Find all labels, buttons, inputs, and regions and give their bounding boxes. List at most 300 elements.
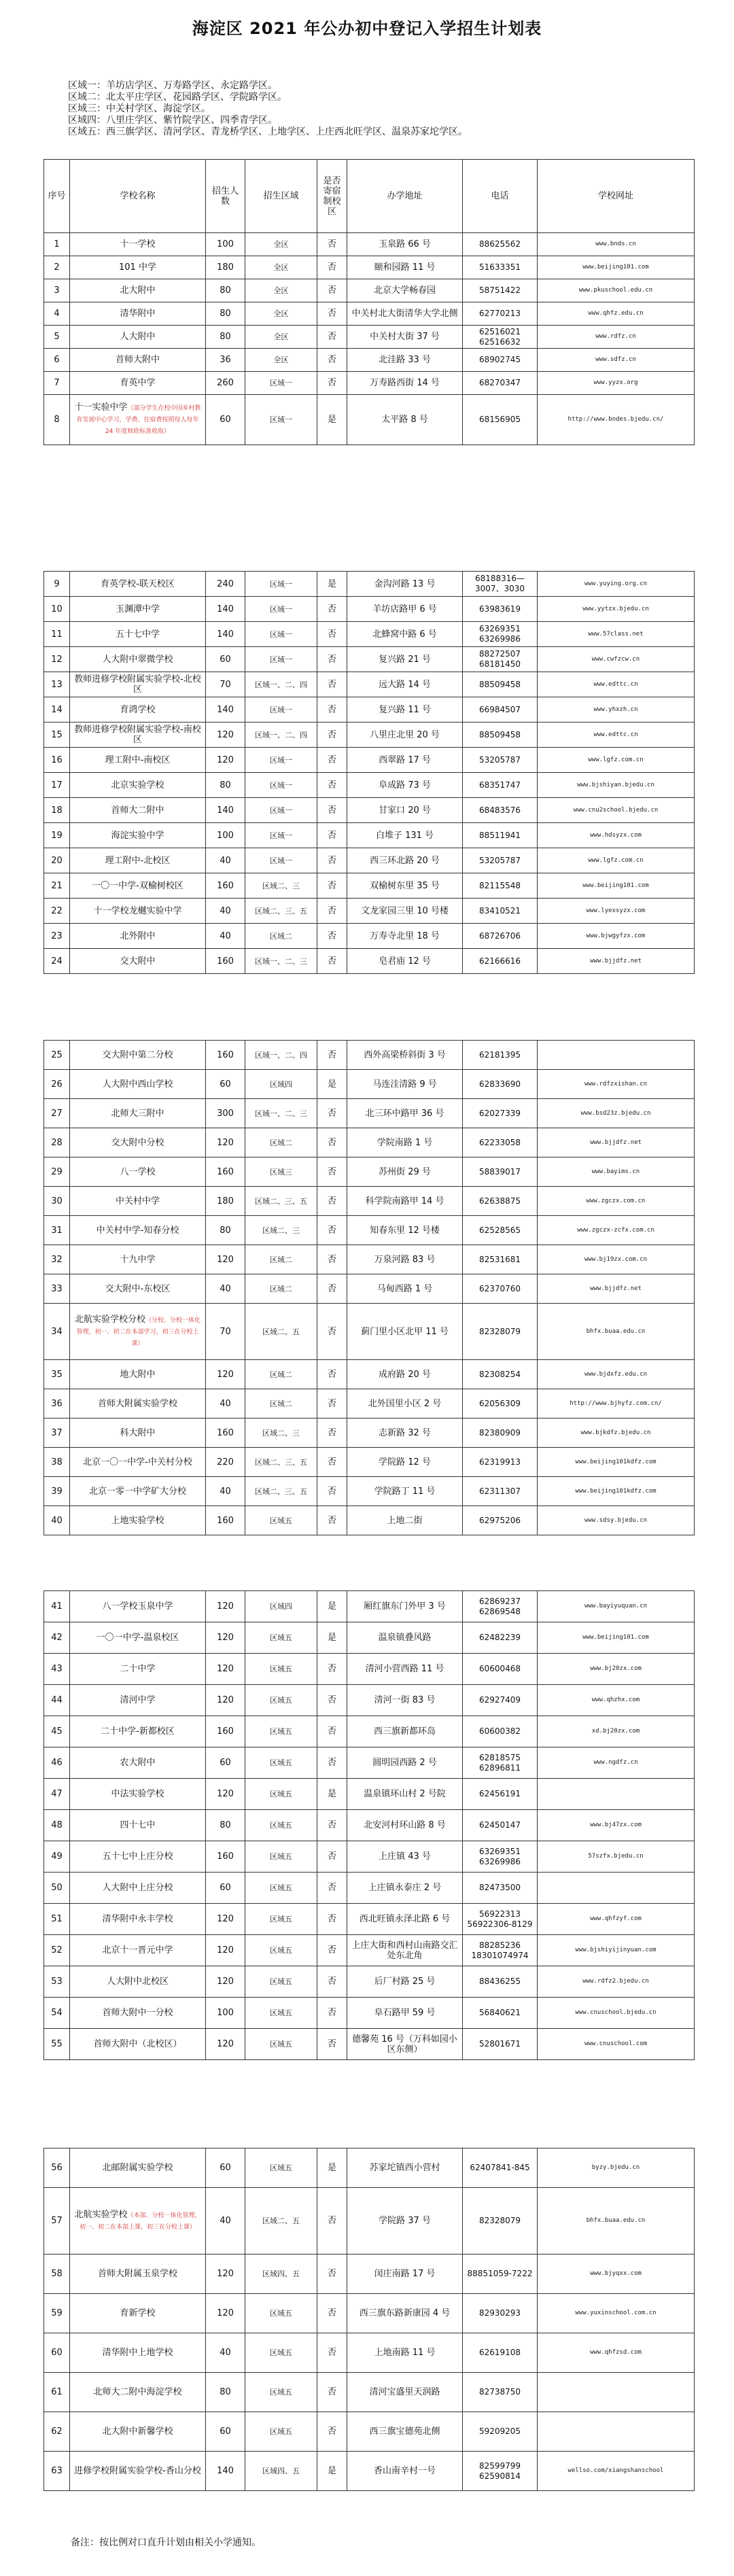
cell-web: www.rdfz2.bjedu.cn [538,1966,695,1998]
cell-count: 140 [206,697,245,723]
cell-board: 否 [317,1418,347,1448]
cell-web: www.qhzhx.com [538,1685,695,1716]
cell-count: 120 [206,1128,245,1158]
cell-area: 区域二 [245,1274,317,1304]
table-row [44,647,695,672]
cell-no: 2 [44,256,70,279]
table-row [44,1591,695,1622]
cell-web: www.bsd23z.bjedu.cn [538,1099,695,1128]
table-row [44,2373,695,2412]
cell-tel: 62638875 [463,1187,538,1216]
cell-area: 区域五 [245,1506,317,1535]
cell-web: bhfx.buaa.edu.cn [538,1304,695,1360]
cell-addr: 中关村大街 37 号 [347,326,463,349]
cell-tel: 53205787 [463,748,538,773]
cell-web: www.bnds.cn [538,233,695,256]
cell-board: 否 [317,798,347,823]
cell-no: 34 [44,1304,70,1360]
cell-area: 区域四 [245,1591,317,1622]
cell-tel: 56840621 [463,1998,538,2029]
cell-count: 260 [206,372,245,395]
header-name: 学校名称 [70,160,206,233]
cell-addr: 西翠路 17 号 [347,748,463,773]
cell-no: 6 [44,349,70,372]
cell-count: 40 [206,899,245,924]
cell-no: 30 [44,1187,70,1216]
cell-tel: 68156905 [463,395,538,445]
cell-board: 是 [317,2148,347,2188]
cell-count: 160 [206,1418,245,1448]
cell-no: 21 [44,873,70,899]
cell-no: 26 [44,1070,70,1099]
cell-web: www.beijing101.com [538,256,695,279]
table-row [44,949,695,974]
cell-area: 区域一 [245,823,317,848]
cell-count: 140 [206,622,245,647]
cell-tel: 82599799 62590814 [463,2452,538,2491]
cell-count: 60 [206,1747,245,1779]
cell-name: 首师大附属玉泉学校 [70,2255,206,2294]
cell-name: 交大附中 [70,949,206,974]
cell-area: 区域五 [245,2412,317,2452]
table-row [44,1747,695,1779]
cell-addr: 北京大学畅春园 [347,279,463,302]
cell-count: 140 [206,597,245,622]
cell-no: 8 [44,395,70,445]
cell-area: 区域一 [245,572,317,597]
cell-no: 24 [44,949,70,974]
cell-tel: 88851059-7222 [463,2255,538,2294]
cell-name: 北师大三附中 [70,1099,206,1128]
table-row [44,2148,695,2188]
cell-name: 清华附中永丰学校 [70,1904,206,1935]
cell-tel: 62311307 [463,1477,538,1506]
table-row [44,1304,695,1360]
cell-count: 80 [206,1216,245,1245]
cell-name: 101 中学 [70,256,206,279]
cell-web: www.cnuschool.bjedu.cn [538,1998,695,2029]
cell-addr: 苏家坨镇西小营村 [347,2148,463,2188]
cell-no: 46 [44,1747,70,1779]
cell-board: 否 [317,1654,347,1685]
cell-count: 160 [206,1716,245,1747]
cell-addr: 学院南路 1 号 [347,1128,463,1158]
cell-no: 54 [44,1998,70,2029]
cell-tel: 68351747 [463,773,538,798]
cell-no: 10 [44,597,70,622]
cell-no: 9 [44,572,70,597]
cell-addr: 西三旗宝德苑北侧 [347,2412,463,2452]
cell-web: www.bj47zx.com [538,1810,695,1841]
table-row [44,1873,695,1904]
cell-web: www.bayims.cn [538,1158,695,1187]
cell-web: www.bjshiyijinyuan.com [538,1935,695,1966]
cell-addr: 金沟河路 13 号 [347,572,463,597]
cell-no: 3 [44,279,70,302]
table-row [44,773,695,798]
cell-area: 全区 [245,233,317,256]
cell-board: 否 [317,279,347,302]
cell-name: 理工附中-北校区 [70,848,206,873]
cell-board: 否 [317,1187,347,1216]
cell-count: 40 [206,1274,245,1304]
cell-area: 全区 [245,279,317,302]
cell-name [70,395,206,445]
cell-count: 40 [206,924,245,949]
cell-area: 区域五 [245,1685,317,1716]
table-row [44,597,695,622]
cell-web [538,1041,695,1070]
table-row [44,899,695,924]
cell-area: 区域二 [245,924,317,949]
cell-area: 区域一 [245,597,317,622]
cell-count: 80 [206,326,245,349]
cell-addr: 西三旗东路新康园 4 号 [347,2294,463,2333]
cell-area: 全区 [245,302,317,326]
cell-count: 100 [206,1998,245,2029]
region-line: 区域三：中关村学区、海淀学区。 [68,103,211,114]
cell-count: 80 [206,1810,245,1841]
cell-web: www.bj19zx.com.cn [538,1245,695,1274]
table-row [44,1274,695,1304]
cell-count: 120 [206,1654,245,1685]
cell-tel: 63269351 63269986 [463,622,538,647]
cell-addr: 白堆子 131 号 [347,823,463,848]
school-note: （分校、分校一体化管理，初一、初二在本部学习，初三在分校上课） [76,1317,201,1347]
cell-addr: 北蜂窝中路 6 号 [347,622,463,647]
table-row [44,1099,695,1128]
cell-name: 理工附中-南校区 [70,748,206,773]
cell-tel: 82308254 [463,1360,538,1389]
table-row [44,672,695,697]
cell-area: 区域二、三、五 [245,1477,317,1506]
cell-web: www.sdsy.bjedu.cn [538,1506,695,1535]
cell-count: 80 [206,773,245,798]
cell-web: www.lyexsyzx.com [538,899,695,924]
cell-no: 38 [44,1448,70,1477]
cell-board: 否 [317,723,347,748]
cell-no: 32 [44,1245,70,1274]
cell-web: www.cnuschool.com [538,2029,695,2060]
cell-name: 人大附中 [70,326,206,349]
cell-web: www.bjjdfz.net [538,1128,695,1158]
cell-tel: 88436255 [463,1966,538,1998]
header-board: 是否寄宿制校区 [317,160,347,233]
cell-name: 教师进修学校附属实验学校-南校区 [70,723,206,748]
cell-name: 人大附中西山学校 [70,1070,206,1099]
table-row [44,1448,695,1477]
cell-count: 140 [206,798,245,823]
cell-no: 31 [44,1216,70,1245]
cell-count: 120 [206,723,245,748]
cell-no: 4 [44,302,70,326]
cell-name: 教师进修学校附属实验学校-北校区 [70,672,206,697]
cell-board: 否 [317,302,347,326]
cell-no: 19 [44,823,70,848]
cell-no: 11 [44,622,70,647]
cell-no: 56 [44,2148,70,2188]
cell-name: 交大附中分校 [70,1128,206,1158]
cell-tel: 62319913 [463,1448,538,1477]
cell-no: 53 [44,1966,70,1998]
cell-addr: 万寿路西街 14 号 [347,372,463,395]
table-row [44,1841,695,1873]
cell-board: 否 [317,1904,347,1935]
table-row [44,1904,695,1935]
school-name: 十一实验中学 [74,402,128,413]
cell-web: www.cwfzcw.cn [538,647,695,672]
school-note: （本部、分校一体化管理，初一、初二在本部上课，初三在分校上课） [79,2212,201,2231]
cell-count: 160 [206,1041,245,1070]
cell-tel: 62166616 [463,949,538,974]
cell-addr: 清河一街 83 号 [347,1685,463,1716]
cell-area: 区域一、二、三 [245,949,317,974]
table-row [44,723,695,748]
cell-no: 41 [44,1591,70,1622]
cell-no: 62 [44,2412,70,2452]
cell-tel: 88272507 68181450 [463,647,538,672]
cell-tel: 53205787 [463,848,538,873]
cell-web: www.pkuschool.edu.cn [538,279,695,302]
cell-name: 北大附中新馨学校 [70,2412,206,2452]
cell-addr: 上地二街 [347,1506,463,1535]
cell-addr: 上庄镇永泰庄 2 号 [347,1873,463,1904]
enrollment-table-page-3 [43,1040,695,1535]
table-row [44,233,695,256]
cell-area: 区域五 [245,2373,317,2412]
cell-tel: 68483576 [463,798,538,823]
cell-area: 区域二 [245,1245,317,1274]
cell-web: bhfx.buaa.edu.cn [538,2188,695,2255]
cell-name: 清华附中上地学校 [70,2333,206,2373]
cell-area: 区域二、三 [245,1418,317,1448]
cell-no: 15 [44,723,70,748]
table-row [44,1779,695,1810]
cell-addr: 科学院南路甲 14 号 [347,1187,463,1216]
cell-addr: 温泉镇环山村 2 号院 [347,1779,463,1810]
cell-count: 80 [206,279,245,302]
cell-tel: 88625562 [463,233,538,256]
cell-addr: 西外高梁桥斜街 3 号 [347,1041,463,1070]
cell-area: 区域二 [245,1389,317,1418]
cell-addr: 马甸西路 1 号 [347,1274,463,1304]
table-row [44,1360,695,1389]
cell-name: 科大附中 [70,1418,206,1448]
table-row [44,1477,695,1506]
cell-addr: 学院路丁 11 号 [347,1477,463,1506]
table-row [44,2188,695,2255]
cell-addr: 圆明园西路 2 号 [347,1747,463,1779]
cell-board: 否 [317,848,347,873]
table-row [44,2412,695,2452]
cell-web: www.rdfzxishan.cn [538,1070,695,1099]
table-row [44,1041,695,1070]
cell-tel: 68902745 [463,349,538,372]
cell-addr: 羊坊店路甲 6 号 [347,597,463,622]
cell-no: 5 [44,326,70,349]
cell-no: 57 [44,2188,70,2255]
cell-board: 否 [317,1747,347,1779]
cell-tel: 52801671 [463,2029,538,2060]
cell-area: 区域五 [245,2294,317,2333]
cell-board: 否 [317,924,347,949]
cell-area: 区域五 [245,1622,317,1654]
cell-board: 是 [317,395,347,445]
cell-area: 区域五 [245,1998,317,2029]
cell-web: www.yhxzh.cn [538,697,695,723]
cell-board: 否 [317,1274,347,1304]
cell-name: 十九中学 [70,1245,206,1274]
cell-board: 否 [317,1841,347,1873]
cell-web: www.bayiyuquan.cn [538,1591,695,1622]
cell-board: 否 [317,1304,347,1360]
cell-no: 37 [44,1418,70,1448]
table-row [44,798,695,823]
cell-web: www.bjjdfz.net [538,949,695,974]
cell-count: 160 [206,1841,245,1873]
cell-count: 180 [206,1187,245,1216]
cell-board: 否 [317,1448,347,1477]
table-row [44,924,695,949]
cell-area: 区域二、三、五 [245,1448,317,1477]
cell-board: 否 [317,1506,347,1535]
cell-web: www.bj20zx.com [538,1654,695,1685]
cell-tel: 62056309 [463,1389,538,1418]
cell-web: www.lgfz.com.cn [538,748,695,773]
cell-web [538,1779,695,1810]
cell-count: 40 [206,848,245,873]
cell-tel: 88509458 [463,723,538,748]
cell-tel: 68726706 [463,924,538,949]
cell-count: 300 [206,1099,245,1128]
cell-web: www.qhfzyf.com [538,1904,695,1935]
table-row [44,1966,695,1998]
cell-name: 育英中学 [70,372,206,395]
cell-area: 区域五 [245,2148,317,2188]
cell-web: www.bjdxfz.edu.cn [538,1360,695,1389]
cell-board: 否 [317,949,347,974]
cell-board: 否 [317,256,347,279]
cell-area: 区域一 [245,848,317,873]
table-row [44,1622,695,1654]
cell-area: 区域一 [245,647,317,672]
table-row [44,1216,695,1245]
enrollment-table-page-5 [43,2148,695,2491]
cell-area: 区域二、三、五 [245,899,317,924]
cell-addr: 学院路 12 号 [347,1448,463,1477]
cell-count: 120 [206,1966,245,1998]
cell-web: www.bjkdfz.bjedu.cn [538,1418,695,1448]
cell-name: 北大附中 [70,279,206,302]
cell-addr: 上地南路 11 号 [347,2333,463,2373]
cell-tel: 82473500 [463,1873,538,1904]
cell-count: 120 [206,1685,245,1716]
cell-board: 否 [317,823,347,848]
cell-board: 是 [317,1622,347,1654]
header-addr: 办学地址 [347,160,463,233]
cell-board: 否 [317,2188,347,2255]
cell-board: 否 [317,899,347,924]
cell-board: 否 [317,1873,347,1904]
cell-addr: 北洼路 33 号 [347,349,463,372]
table-row [44,1128,695,1158]
cell-area: 区域五 [245,1873,317,1904]
cell-addr: 阜石路甲 59 号 [347,1998,463,2029]
cell-board: 否 [317,2294,347,2333]
cell-count: 60 [206,2148,245,2188]
cell-name: 四十七中 [70,1810,206,1841]
table-row [44,1389,695,1418]
cell-tel: 88285236 18301074974 [463,1935,538,1966]
cell-addr: 复兴路 21 号 [347,647,463,672]
cell-web: www.beijing101.com [538,873,695,899]
cell-board: 否 [317,1477,347,1506]
table-row [44,326,695,349]
cell-count: 120 [206,1935,245,1966]
cell-tel: 62516021 62516632 [463,326,538,349]
cell-web: 57szfx.bjedu.cn [538,1841,695,1873]
cell-addr: 知春东里 12 号楼 [347,1216,463,1245]
cell-tel: 62619108 [463,2333,538,2373]
cell-tel: 63269351 63269986 [463,1841,538,1873]
cell-name: 玉渊潭中学 [70,597,206,622]
cell-board: 否 [317,372,347,395]
cell-board: 否 [317,1998,347,2029]
table-row [44,697,695,723]
cell-tel: 62927409 [463,1685,538,1716]
cell-tel: 82380909 [463,1418,538,1448]
cell-area: 区域五 [245,1716,317,1747]
cell-area: 区域二、三、五 [245,1187,317,1216]
cell-name: 育新学校 [70,2294,206,2333]
cell-no: 35 [44,1360,70,1389]
cell-addr: 西三环北路 20 号 [347,848,463,873]
table-row [44,1716,695,1747]
cell-web: www.bjjdfz.net [538,1274,695,1304]
cell-count: 160 [206,1158,245,1187]
table-row [44,1506,695,1535]
cell-addr: 苏州街 29 号 [347,1158,463,1187]
cell-web: www.yuying.org.cn [538,572,695,597]
cell-no: 28 [44,1128,70,1158]
cell-count: 40 [206,2333,245,2373]
cell-web: www.beijing101.com [538,1622,695,1654]
cell-web: byzy.bjedu.cn [538,2148,695,2188]
school-name: 北航实验学校分校 [74,1314,145,1325]
cell-name: 中法实验学校 [70,1779,206,1810]
cell-no: 40 [44,1506,70,1535]
cell-name [70,1304,206,1360]
cell-area: 区域一 [245,372,317,395]
cell-area: 全区 [245,326,317,349]
table-row [44,1158,695,1187]
cell-area: 区域二、三 [245,873,317,899]
cell-name: 二十中学-新都校区 [70,1716,206,1747]
cell-tel: 60600382 [463,1716,538,1747]
cell-no: 14 [44,697,70,723]
cell-area: 区域一 [245,697,317,723]
table-row [44,1418,695,1448]
cell-count: 40 [206,2188,245,2255]
cell-web: www.beijing101kdfz.com [538,1448,695,1477]
cell-count: 160 [206,1506,245,1535]
cell-no: 48 [44,1810,70,1841]
cell-addr: 上庄大街和西村山南路交汇处东北角 [347,1935,463,1966]
cell-web: www.57class.net [538,622,695,647]
cell-area: 区域一 [245,395,317,445]
cell-board: 否 [317,1216,347,1245]
cell-name: 首师大附中 [70,349,206,372]
